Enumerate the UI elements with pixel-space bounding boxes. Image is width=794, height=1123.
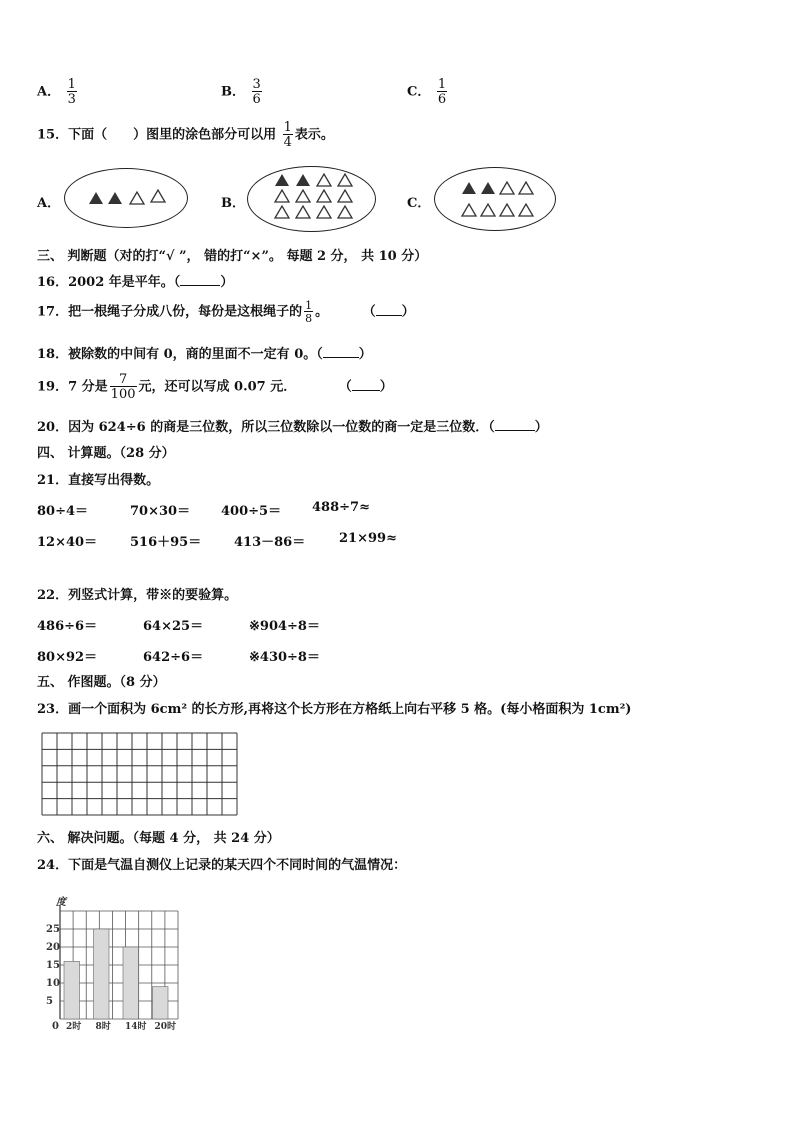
q20: 20．因为 624÷6 的商是三位数，所以三位数除以一位数的商一定是三位数．（ ） [37,420,548,435]
q22-r2c1: 80×92＝ [37,650,98,665]
q15-label-c: C． [407,196,431,211]
q22-r2c2: 642÷6＝ [143,650,204,665]
chart-ytick-label: 10 [46,978,60,989]
q21-r1c4: 488÷7≈ [312,500,370,515]
q14-option-c: C． $\frac{1}{6}$ [407,77,447,107]
q19: 19．7 分是 $\frac{7}{100}$ 元，还可以写成 0.07 元． （ ） [37,372,393,402]
q22-r2c3: ※430÷8＝ [249,650,320,665]
q15-label-a: A． [37,196,61,211]
q15-triangles-b [247,166,377,232]
q22-r1c3: ※904÷8＝ [249,619,320,634]
q15-triangles-a [64,168,188,228]
chart-ytick-label: 5 [46,996,53,1007]
q21-r1c1: 80÷4＝ [37,504,89,519]
chart-ylabel: 度 [56,897,66,908]
chart-ytick-label: 20 [46,942,60,953]
q24: 24．下面是气温自测仪上记录的某天四个不同时间的气温情况： [37,858,407,873]
chart-xtick-label: 20时 [154,1022,177,1032]
temperature-chart [40,893,190,1033]
q21-title: 21．直接写出得数。 [37,473,160,488]
section-4-heading: 四、 计算题。（28 分） [37,446,175,461]
q21-r2c4: 21×99≈ [339,531,397,546]
q23: 23．画一个面积为 6cm² 的长方形,再将这个长方形在方格纸上向右平移 5 格。(每小格面积为 1cm²) [37,702,632,717]
chart-xtick-label: 8时 [95,1022,111,1032]
q14-option-a: A． $\frac{1}{3}$ [37,77,76,107]
chart-bar-3 [123,947,139,1019]
q18: 18．被除数的中间有 0，商的里面不一定有 0。（ ） [37,347,372,362]
section-5-heading: 五、 作图题。（8 分） [37,675,166,690]
chart-bar-1 [64,961,80,1019]
chart-bar-4 [153,987,169,1019]
q14-option-b: B． $\frac{3}{6}$ [221,77,261,107]
q22-r1c2: 64×25＝ [143,619,204,634]
chart-xtick-label: 2时 [66,1022,82,1032]
q21-r1c3: 400÷5＝ [221,504,282,519]
q16: 16．2002 年是平年。（ ） [37,275,234,290]
q21-r2c2: 516＋95＝ [130,535,202,550]
q22-r1c1: 486÷6＝ [37,619,98,634]
q15-question: 15．下面（ ）图里的涂色部分可以用 $\frac{1}{4}$ 表示。 [37,120,334,150]
q15-triangles-c [434,167,556,231]
q15-label-b: B． [221,196,245,211]
q21-r1c2: 70×30＝ [130,504,191,519]
q21-r2c3: 413－86＝ [234,535,306,550]
chart-bar-2 [94,929,110,1019]
grid-paper[interactable] [41,732,240,816]
q21-r2c1: 12×40＝ [37,535,98,550]
chart-xtick-label: 14时 [125,1022,147,1032]
q22-title: 22．列竖式计算，带※的要验算。 [37,588,238,603]
q17: 17．把一根绳子分成八份，每份是这根绳子的 $\frac{1}{8}$ 。 （ ） [37,299,415,325]
chart-ytick-label: 25 [46,924,60,935]
section-6-heading: 六、 解决问题。（每题 4 分， 共 24 分） [37,831,280,846]
section-3-heading: 三、 判断题（对的打“√ ”， 错的打“×”。 每题 2 分， 共 10 分） [37,249,428,264]
chart-ytick-label: 0 [52,1021,59,1032]
chart-ytick-label: 15 [46,960,60,971]
